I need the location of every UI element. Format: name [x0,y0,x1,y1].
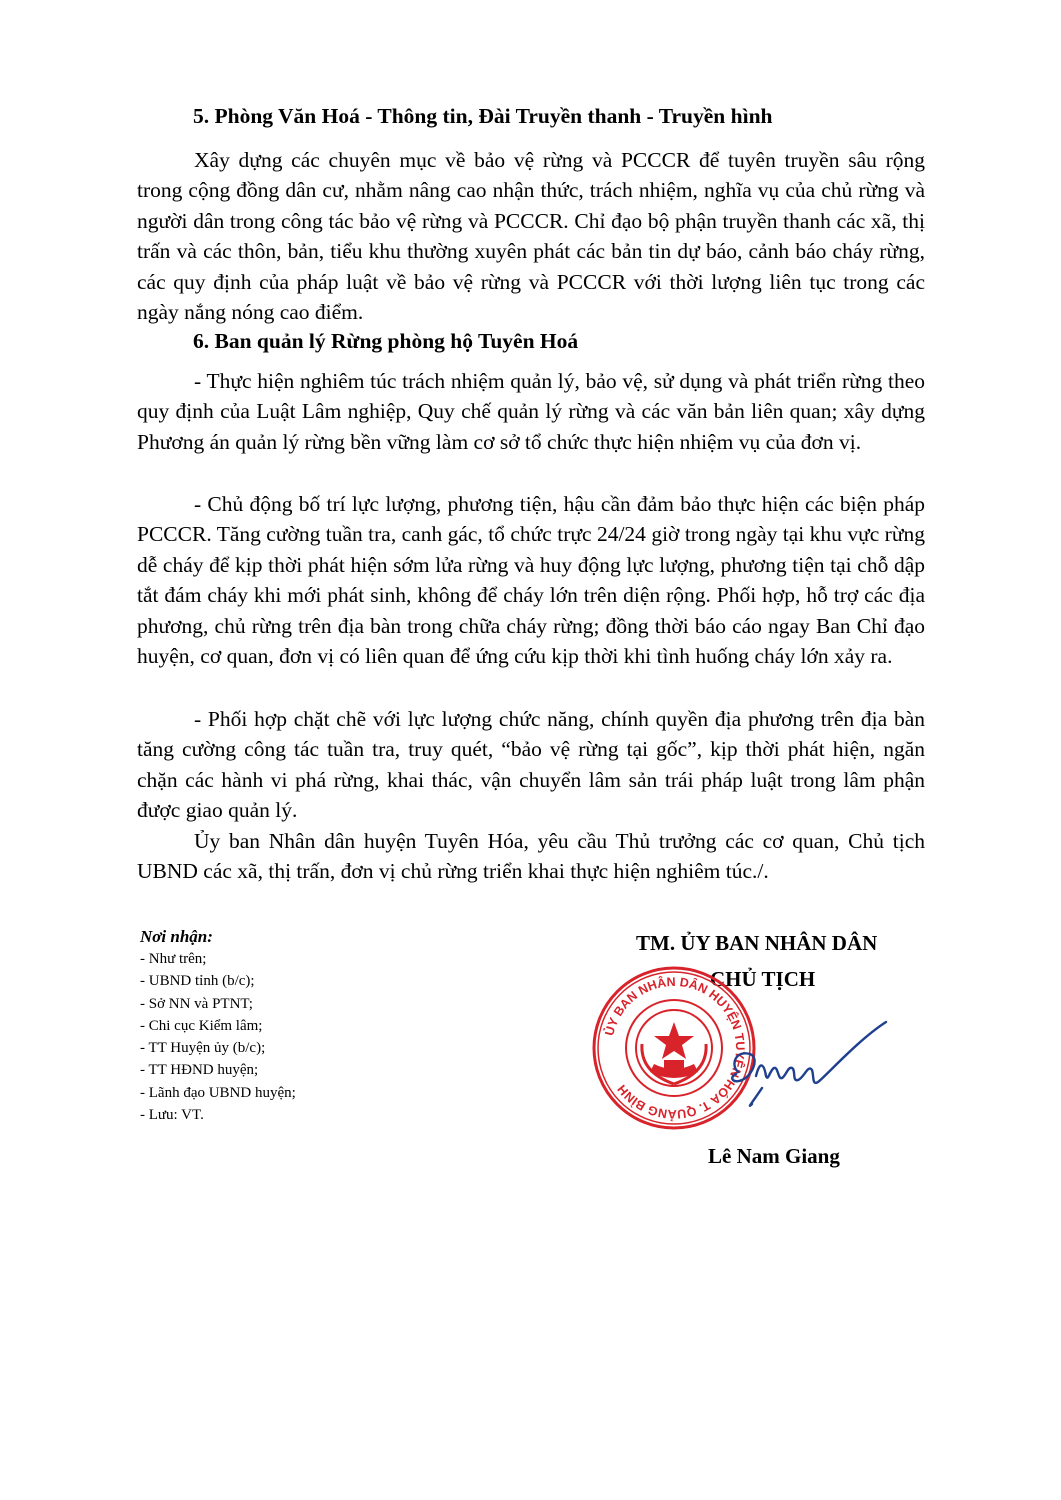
recipient-item: - Như trên; [140,951,207,967]
recipient-item: - UBND tỉnh (b/c); [140,973,255,990]
section6-heading: 6. Ban quản lý Rừng phòng hộ Tuyên Hoá [193,329,579,353]
recipient-item: - TT Huyện ủy (b/c); [140,1040,266,1057]
section6-paragraph-2: - Chủ động bố trí lực lượng, phương tiện, hậu cần đảm bảo thực hiện các biện pháp PCCCR. Tăng cường tuần tra, canh gác, tổ chức trực 24/24 giờ trong ngày tại khu vực rừng dễ cháy để kịp thời phát hiện sớm lửa rừng và huy động lực lượng, phương tiện tại chỗ dập tắt đám cháy khi mới phát sinh, không để cháy lớn trên diện rộng. Phối hợp, hỗ trợ các địa phương, chủ rừng trên địa bàn trong chữa cháy rừng; đồng thời báo cáo ngay Ban Chỉ đạo huyện, cơ quan, đơn vị có liên quan để ứng cứu kịp thời khi tình huống cháy lớn xảy ra. [137,492,925,669]
section5-paragraph: Xây dựng các chuyên mục về bảo vệ rừng và PCCCR để tuyên truyền sâu rộng trong cộng đồng dân cư, nhằm nâng cao nhận thức, trách nhiệm, nghĩa vụ của chủ rừng và người dân trong công tác bảo vệ rừng và PCCCR. Chỉ đạo bộ phận truyền thanh các xã, thị trấn và các thôn, bản, tiểu khu thường xuyên phát các bản tin dự báo, cảnh báo cháy rừng, các quy định của pháp luật về bảo vệ rừng và PCCCR với thời lượng liên tục trong các ngày nắng nóng cao điểm. [137,148,925,325]
recipients-title: Nơi nhận: [140,927,213,946]
recipient-item: - Chi cục Kiểm lâm; [140,1017,263,1034]
recipient-item: - Lãnh đạo UBND huyện; [140,1084,296,1101]
closing-paragraph: Ủy ban Nhân dân huyện Tuyên Hóa, yêu cầu Thủ trưởng các cơ quan, Chủ tịch UBND các xã, thị trấn, đơn vị chủ rừng triển khai thực hiện nghiêm túc./. [137,829,925,884]
recipient-item: - Sở NN và PTNT; [140,995,253,1012]
signature-organization: TM. ỦY BAN NHÂN DÂN [636,931,878,955]
recipients-block [140,926,296,1126]
seal-text-path: ỦY BAN NHÂN DÂN HUYỆN TUYÊN HÓA T. QUẢNG BÌNH [602,974,748,1122]
signature-role: CHỦ TỊCH [710,967,816,991]
signature-block [590,928,970,1178]
recipient-item: - Lưu: VT. [140,1107,204,1124]
section6-paragraph-3: - Phối hợp chặt chẽ với lực lượng chức năng, chính quyền địa phương trên địa bàn tăng cường công tác tuần tra, truy quét, “bảo vệ rừng tại gốc”, kịp thời phát hiện, ngăn chặn các hành vi phá rừng, khai thác, vận chuyển lâm sản trái pháp luật trong lâm phận được giao quản lý. [137,707,925,823]
recipient-item: - TT HĐND huyện; [140,1062,259,1079]
recipients-list [140,948,296,1126]
section5-heading: 5. Phòng Văn Hoá - Thông tin, Đài Truyền thanh - Truyền hình [193,104,773,128]
handwritten-signature-icon [708,1020,898,1112]
signatory-name: Lê Nam Giang [708,1144,840,1168]
section6-paragraph-1: - Thực hiện nghiêm túc trách nhiệm quản lý, bảo vệ, sử dụng và phát triển rừng theo quy định của Luật Lâm nghiệp, Quy chế quản lý rừng và các văn bản liên quan; xây dựng Phương án quản lý rừng bền vững làm cơ sở tổ chức thực hiện nhiệm vụ của đơn vị. [137,369,925,454]
